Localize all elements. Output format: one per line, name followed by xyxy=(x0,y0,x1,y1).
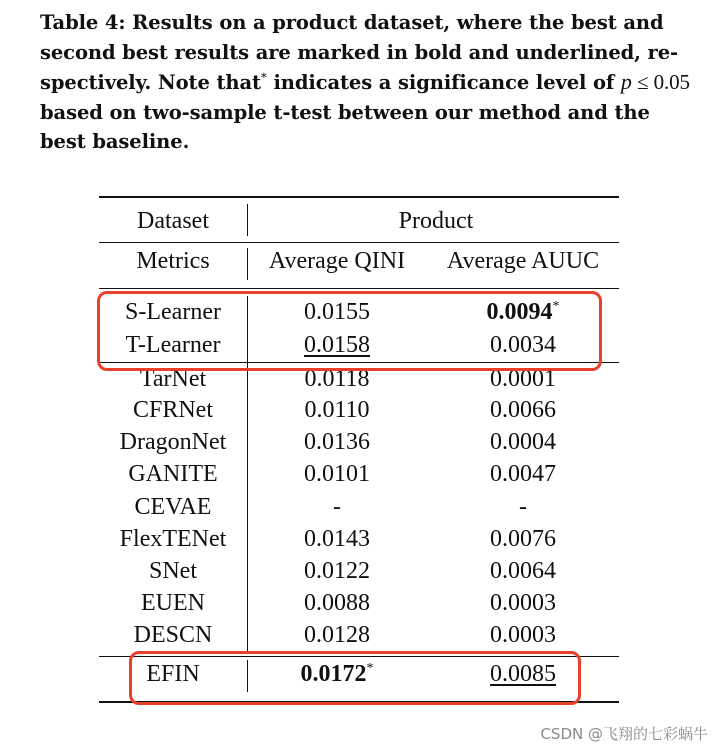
caption-leq: ≤ xyxy=(631,70,654,94)
top-rule xyxy=(99,196,619,198)
col-header-qini: Average QINI xyxy=(268,248,406,274)
dataset-value: Product xyxy=(398,208,474,234)
second-best-value: 0.0085 xyxy=(490,661,556,687)
row-qini: 0.0101 xyxy=(304,461,370,487)
highlight-box-efin xyxy=(129,651,581,705)
row-method: TarNet xyxy=(139,366,207,392)
caption-star: * xyxy=(260,70,267,85)
row-method: CEVAE xyxy=(134,494,212,520)
row-qini: 0.0118 xyxy=(304,366,370,392)
row-method: FlexTENet xyxy=(119,526,227,552)
row-qini: 0.0088 xyxy=(304,590,370,616)
caption-part2: indicates a significance level of xyxy=(266,71,621,94)
row-auuc: - xyxy=(519,494,527,520)
caption-part1: Table 4: Results on a product dataset, where the best and second best results are marked in bold and underlined, re-spectively. Note that xyxy=(40,11,679,94)
row-auuc: 0.0034 xyxy=(490,332,556,358)
best-value: 0.0172 xyxy=(300,661,367,687)
row-qini: - xyxy=(333,494,341,520)
row-method: CFRNet xyxy=(132,397,213,423)
header-bottom-rule xyxy=(99,288,619,289)
dataset-label: Dataset xyxy=(137,208,209,234)
row-auuc: 0.0003 xyxy=(490,622,556,648)
row-auuc: 0.0064 xyxy=(490,558,556,584)
header-mid-rule xyxy=(99,242,619,243)
row-qini: 0.0136 xyxy=(304,429,370,455)
row-auuc: 0.0004 xyxy=(490,429,556,455)
row-auuc: 0.0001 xyxy=(490,366,556,392)
watermark: CSDN @飞翔的七彩蜗牛 xyxy=(540,725,708,743)
row-qini: 0.0155 xyxy=(304,299,370,325)
metrics-label: Metrics xyxy=(136,248,210,274)
best-value: 0.0094 xyxy=(486,299,553,325)
row-method: DragonNet xyxy=(119,429,227,455)
header-separator-1 xyxy=(247,204,248,236)
row-method: SNet xyxy=(149,558,197,584)
row-method: DESCN xyxy=(133,622,213,648)
second-best-value: 0.0158 xyxy=(304,332,370,358)
row-qini: 0.0143 xyxy=(304,526,370,552)
row-method: EFIN xyxy=(146,661,200,687)
row-auuc: 0.0076 xyxy=(490,526,556,552)
row-qini: 0.0128 xyxy=(304,622,370,648)
caption-p-val: 0.05 xyxy=(653,70,690,94)
row-qini: 0.0122 xyxy=(304,558,370,584)
highlight-box-learners xyxy=(97,291,602,371)
row-method: GANITE xyxy=(128,461,218,487)
row-auuc: 0.0003 xyxy=(490,590,556,616)
row-method: EUEN xyxy=(141,590,205,616)
row-method: T-Learner xyxy=(125,332,221,358)
caption-part3: based on two-sample t-test between our method and the best baseline. xyxy=(40,100,650,153)
col-header-auuc: Average AUUC xyxy=(446,248,600,274)
row-auuc: 0.0047 xyxy=(490,461,556,487)
row-qini: 0.0110 xyxy=(304,397,370,423)
header-separator-2 xyxy=(247,248,248,280)
significance-star: * xyxy=(366,661,374,676)
row-auuc: 0.0066 xyxy=(490,397,556,423)
row-method: S-Learner xyxy=(125,299,221,325)
table-caption xyxy=(40,8,700,157)
caption-p-var: p xyxy=(620,69,632,94)
significance-star: * xyxy=(552,299,560,314)
